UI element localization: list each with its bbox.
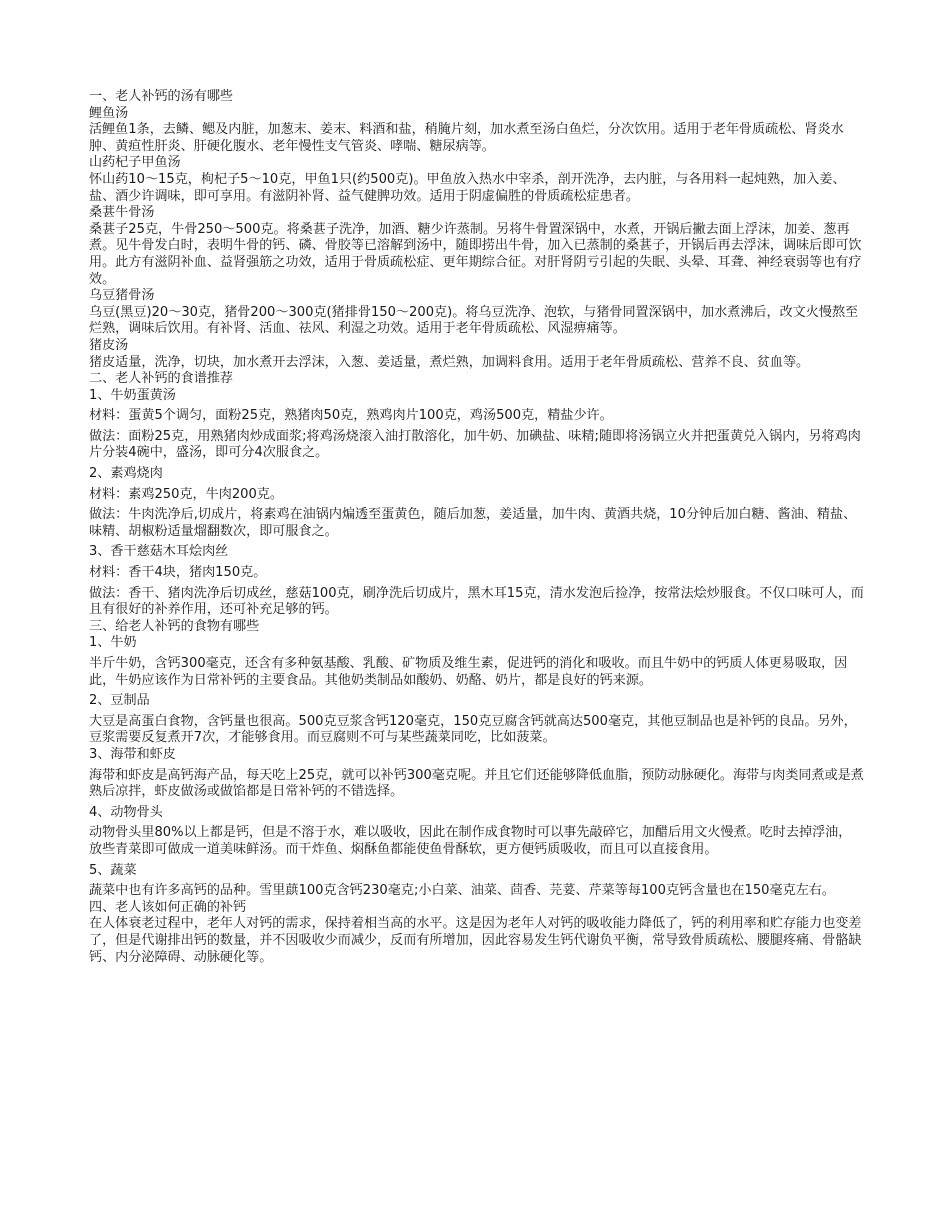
document-line: 材料：素鸡250克，牛肉200克。: [89, 486, 284, 502]
document-line: 三、给老人补钙的食物有哪些: [89, 618, 260, 634]
document-line: 海带和虾皮是高钙海产品，每天吃上25克，就可以补钙300毫克呢。并且它们还能够降低血脂，预防动脉硬化。海带与肉类同煮或是煮熟后凉拌，虾皮做汤或做馅都是日常补钙的不错选择。: [89, 767, 864, 800]
document-line: 二、老人补钙的食谱推荐: [89, 371, 234, 387]
document-line: 2、豆制品: [89, 693, 150, 709]
document-line: 3、海带和虾皮: [89, 746, 176, 762]
document-line: 大豆是高蛋白食物，含钙量也很高。500克豆浆含钙120毫克，150克豆腐含钙就高达500毫克，其他豆制品也是补钙的良品。另外，豆浆需要反复煮开7次，才能够食用。而豆腐则不可与某些蔬菜同吃，比如菠菜。: [89, 713, 857, 746]
document-line: 3、香干慈菇木耳烩肉丝: [89, 544, 229, 560]
document-line: 一、老人补钙的汤有哪些: [89, 89, 234, 104]
document-line: 2、素鸡烧肉: [89, 466, 163, 482]
document-line: 猪皮汤: [89, 337, 129, 353]
document-line: 做法：香干、猪肉洗净后切成丝，慈菇100克，刷净洗后切成片，黑木耳15克，清水发泡后捡净，按常法烩炒服食。不仅口味可人，而且有很好的补养作用，还可补充足够的钙。: [89, 585, 864, 618]
document-line: 材料：香干4块，猪肉150克。: [89, 565, 267, 581]
document-line: 乌豆猪骨汤: [89, 288, 155, 304]
document-line: 鲤鱼汤: [89, 105, 129, 121]
document-line: 做法：面粉25克，用熟猪肉炒成面浆;将鸡汤烧滚入油打散溶化，加牛奶、加碘盐、味精;随即将汤锅立火并把蛋黄兑入锅内，另将鸡肉片分装4碗中，盛汤，即可分4次服食之。: [89, 428, 861, 461]
document-line: 1、牛奶蛋黄汤: [89, 387, 176, 403]
document-line: 动物骨头里80%以上都是钙，但是不溶于水，难以吸收，因此在制作成食物时可以事先敲碎它，加醋后用文火慢煮。吃时去掉浮油，放些青菜即可做成一道美味鲜汤。而干炸鱼、焖酥鱼都能使鱼骨酥软，更方便钙质吸收，而且可以直接食用。: [89, 825, 852, 857]
document-line: 猪皮适量，洗净，切块，加水煮开去浮沫，入葱、姜适量，煮烂熟，加调料食用。适用于老年骨质疏松、营养不良、贫血等。: [89, 354, 810, 370]
document-line: 山药杞子甲鱼汤: [89, 155, 181, 171]
document-line: 四、老人该如何正确的补钙: [89, 899, 247, 915]
document-line: 半斤牛奶，含钙300毫克，还含有多种氨基酸、乳酸、矿物质及维生素，促进钙的消化和吸收。而且牛奶中的钙质人体更易吸取，因此，牛奶应该作为日常补钙的主要食品。其他奶类制品如酸奶、奶酪、奶片，都是良好的钙来源。: [89, 656, 848, 688]
document-line: 4、动物骨头: [89, 804, 163, 820]
document-line: 活鲤鱼1条，去鳞、鳃及内脏，加葱末、姜末、料酒和盐，稍腌片刻，加水煮至汤白鱼烂，分次饮用。适用于老年骨质疏松、肾炎水肿、黄疸性肝炎、肝硬化腹水、老年慢性支气管炎、哮喘、糖尿病等。: [89, 122, 844, 154]
document-body: [89, 89, 864, 966]
document-line: 做法：牛肉洗净后,切成片，将素鸡在油锅内煸透至蛋黄色，随后加葱，姜适量，加牛肉、黄酒共烧，10分钟后加白糖、酱油、精盐、味精、胡椒粉适量熘翻数次，即可服食之。: [89, 507, 857, 539]
document-line: 怀山药10～15克，枸杞子5～10克，甲鱼1只(约500克)。甲鱼放入热水中宰杀，剖开洗净，去内脏，与各用料一起炖熟，加入姜、盐、酒少许调味，即可享用。有滋阴补肾、益气健脾功效。适用于阴虚偏胜的骨质疏松症患者。: [89, 171, 846, 204]
document-line: 乌豆(黑豆)20～30克，猪骨200～300克(猪排骨150～200克)。将乌豆洗净、泡软，与猪骨同置深锅中，加水煮沸后，改文火慢熬至烂熟，调味后饮用。有补肾、活血、祛风、利湿之功效。适用于老年骨质疏松、风湿痹痛等。: [89, 304, 859, 337]
document-line: 材料：蛋黄5个调匀，面粉25克，熟猪肉50克，熟鸡肉片100克，鸡汤500克，精盐少许。: [89, 408, 613, 424]
document-line: 1、牛奶: [89, 635, 137, 651]
document-line: 桑葚子25克，牛骨250～500克。将桑葚子洗净，加酒、糖少许蒸制。另将牛骨置深锅中，水煮，开锅后撇去面上浮沫，加姜、葱再煮。见牛骨发白时，表明牛骨的钙、磷、骨胶等已溶解到汤中，随即捞出牛骨，加入已蒸制的桑葚子，开锅后再去浮沫，调味后即可饮用。此方有滋阴补血、益肾强筋之功效，适用于骨质疏松症、更年期综合征。对肝肾阴亏引起的失眠、头晕、耳聋、神经衰弱等也有疗效。: [89, 221, 862, 287]
document-line: 5、蔬菜: [89, 862, 137, 878]
document-line: 蔬菜中也有许多高钙的品种。雪里蕻100克含钙230毫克;小白菜、油菜、茴香、芫荽、芹菜等每100克钙含量也在150毫克左右。: [89, 883, 835, 899]
document-line: 在人体衰老过程中，老年人对钙的需求，保持着相当高的水平。这是因为老年人对钙的吸收能力降低了，钙的利用率和贮存能力也变差了，但是代谢排出钙的数量，并不因吸收少而减少，反而有所增加，因此容易发生钙代谢负平衡，常导致骨质疏松、腰腿疼痛、骨骼缺钙、内分泌障碍、动脉硬化等。: [89, 916, 862, 965]
document-line: 桑葚牛骨汤: [89, 205, 155, 221]
